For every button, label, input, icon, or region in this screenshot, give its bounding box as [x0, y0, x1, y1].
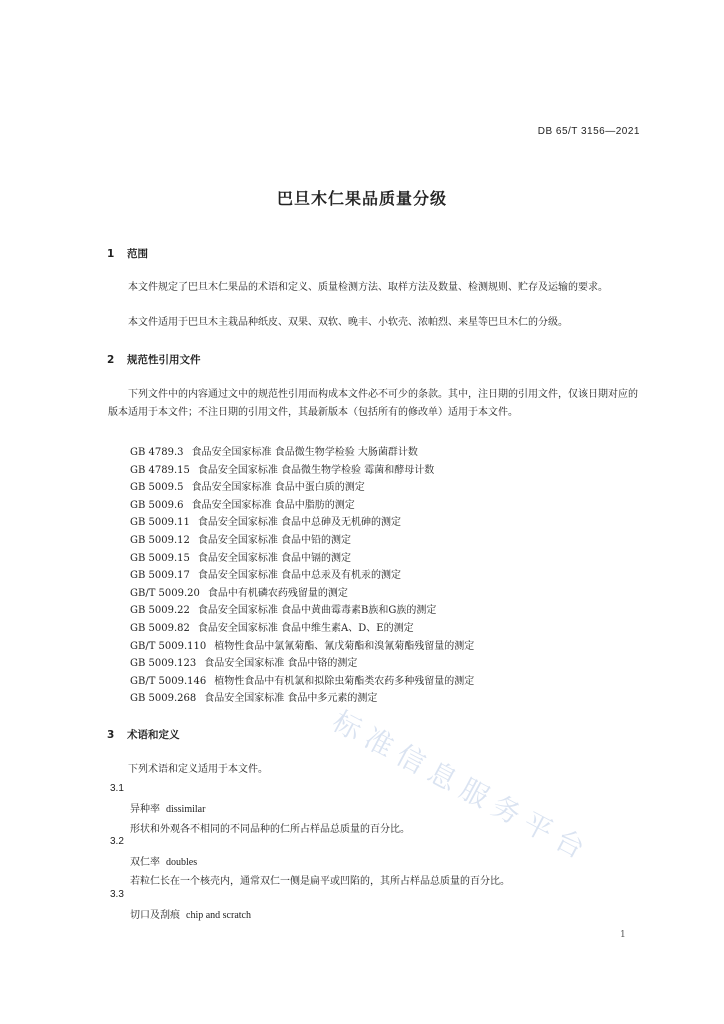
section-3-number: 3: [107, 729, 115, 741]
term-number: 3.3: [110, 889, 124, 900]
reference-item: [130, 620, 474, 638]
reference-title: 食品安全国家标准 食品中蛋白质的测定: [191, 482, 365, 494]
reference-item: [130, 444, 474, 462]
reference-item: [130, 690, 474, 708]
term-name-cn: 异种率: [130, 804, 160, 815]
reference-code: GB/T 5009.20: [130, 587, 200, 599]
reference-title: 食品安全国家标准 食品中脂肪的测定: [191, 499, 355, 511]
reference-code: GB 5009.268: [130, 693, 197, 705]
reference-title: 食品安全国家标准 食品中铬的测定: [204, 658, 358, 670]
reference-code: GB 5009.17: [130, 570, 190, 582]
reference-item: [130, 532, 474, 550]
page-number: 1: [620, 930, 626, 940]
document-title: 巴旦木仁果品质量分级: [276, 189, 447, 208]
reference-title: 植物性食品中有机氯和拟除虫菊酯类农药多种残留量的测定: [214, 675, 475, 687]
normative-references-list: [130, 444, 474, 708]
term-name: [130, 853, 197, 868]
reference-code: GB/T 5009.146: [130, 675, 207, 687]
section-1-paragraph-2: 本文件适用于巴旦木主栽品种纸皮、双果、双软、晚丰、小软壳、浓帕烈、来星等巴旦木仁的分级。: [128, 317, 568, 328]
reference-item: [130, 514, 474, 532]
reference-item: [130, 638, 474, 656]
document-code: DB 65/T 3156—2021: [537, 126, 640, 137]
reference-title: 食品安全国家标准 食品中总砷及无机砷的测定: [197, 517, 402, 529]
reference-title: 食品安全国家标准 食品微生物学检验 大肠菌群计数: [191, 447, 418, 458]
reference-item: [130, 550, 474, 568]
section-2-number: 2: [107, 354, 115, 366]
term-name-en: doubles: [166, 857, 198, 868]
reference-title: 食品安全国家标准 食品中维生素A、D、E的测定: [197, 622, 414, 634]
reference-title: 食品安全国家标准 食品中黄曲霉毒素B族和G族的测定: [197, 605, 437, 617]
section-2-intro: 下列文件中的内容通过文中的规范性引用而构成本文件必不可少的条款。其中，注日期的引用文件，仅该日期对应的版本适用于本文件；不注日期的引用文件，其最新版本（包括所有的修改单）适用于本文件。: [108, 389, 638, 418]
term-name-cn: 双仁率: [130, 857, 160, 868]
section-1-heading: [107, 246, 148, 261]
term-name-en: dissimilar: [166, 804, 206, 815]
section-3-title: 术语和定义: [127, 729, 180, 741]
reference-title: 食品安全国家标准 食品中总汞及有机汞的测定: [197, 570, 402, 582]
section-1-paragraph-1: 本文件规定了巴旦木仁果品的术语和定义、质量检测方法、取样方法及数量、检测规则、贮存及运输的要求。: [128, 282, 608, 293]
reference-title: 食品安全国家标准 食品中多元素的测定: [204, 693, 378, 705]
reference-item: [130, 585, 474, 603]
section-2-heading: [107, 352, 201, 367]
section-2-title: 规范性引用文件: [127, 354, 201, 366]
reference-code: GB 5009.82: [130, 622, 190, 634]
term-number: 3.1: [110, 783, 124, 794]
reference-title: 食品安全国家标准 食品中镉的测定: [197, 552, 352, 564]
term-name: [130, 800, 205, 815]
reference-title: 食品安全国家标准 食品中铅的测定: [197, 534, 352, 546]
reference-item: [130, 673, 474, 691]
section-1-title: 范围: [127, 248, 148, 260]
reference-code: GB 5009.22: [130, 605, 190, 617]
reference-code: GB 4789.15: [130, 464, 190, 476]
section-1-number: 1: [107, 248, 115, 260]
reference-code: GB/T 5009.110: [130, 640, 207, 652]
term-definition: 形状和外观各不相同的不同品种的仁所占样品总质量的百分比。: [130, 824, 410, 835]
term-name: [130, 906, 251, 921]
reference-item: [130, 567, 474, 585]
reference-item: [130, 462, 474, 480]
term-name-cn: 切口及刮痕: [130, 910, 180, 921]
term-number: 3.2: [110, 836, 124, 847]
reference-code: GB 5009.11: [130, 517, 190, 529]
term-definition: 若粒仁长在一个核壳内，通常双仁一侧是扁平或凹陷的，其所占样品总质量的百分比。: [130, 876, 510, 887]
reference-code: GB 5009.6: [130, 499, 184, 511]
reference-code: GB 4789.3: [130, 447, 184, 458]
reference-title: 植物性食品中氯氰菊酯、氰戊菊酯和溴氰菊酯残留量的测定: [214, 640, 475, 652]
reference-item: [130, 655, 474, 673]
reference-code: GB 5009.123: [130, 658, 197, 670]
section-3-intro: 下列术语和定义适用于本文件。: [128, 764, 268, 775]
reference-item: [130, 479, 474, 497]
reference-item: [130, 497, 474, 515]
reference-code: GB 5009.15: [130, 552, 190, 564]
reference-code: GB 5009.12: [130, 534, 190, 546]
reference-item: [130, 602, 474, 620]
reference-title: 食品中有机磷农药残留量的测定: [207, 587, 348, 599]
section-3-heading: [107, 727, 180, 742]
reference-code: GB 5009.5: [130, 482, 184, 494]
term-name-en: chip and scratch: [186, 910, 251, 921]
watermark: 标准信息服务平台: [327, 704, 597, 869]
reference-title: 食品安全国家标准 食品微生物学检验 霉菌和酵母计数: [197, 464, 435, 476]
